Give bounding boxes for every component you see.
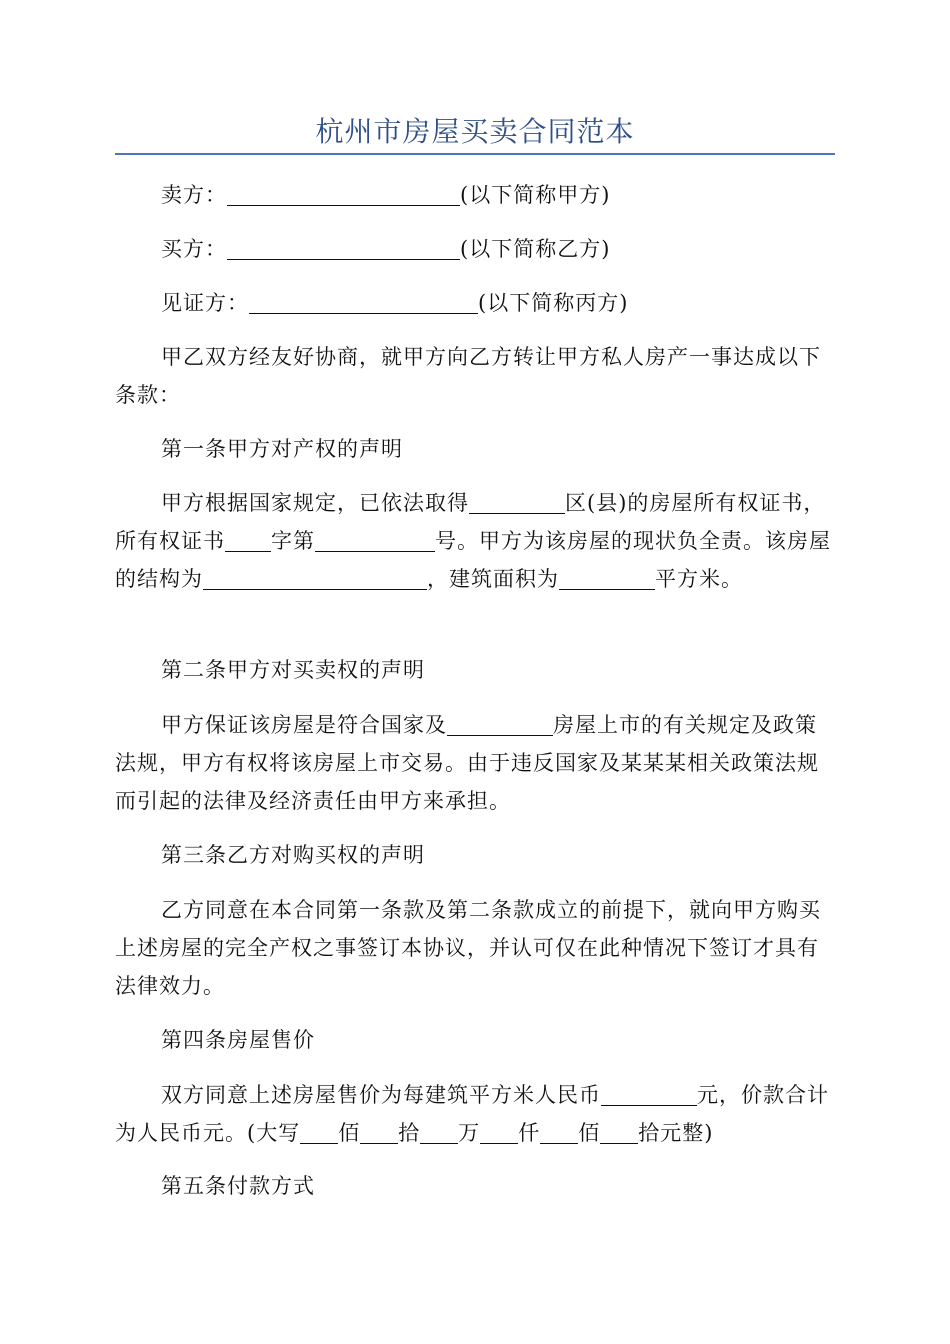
article4-unit-1: 佰 [338,1121,361,1145]
article4-unit-4: 仟 [518,1121,541,1145]
amount-blank-3 [420,1142,458,1144]
article3-title: 第三条乙方对购买权的声明 [161,843,425,867]
structure-blank [203,588,427,590]
article4-unit-5: 佰 [578,1121,601,1145]
certificate-word-blank [225,550,271,552]
article1-text-6: 平方米。 [655,567,743,591]
seller-label: 卖方： [161,183,227,207]
article4-unit-3: 万 [458,1121,481,1145]
seller-line [115,176,835,214]
article1-text-3: 字第 [271,529,315,553]
document-title: 杭州市房屋买卖合同范本 [315,115,635,148]
article1-text-1: 甲方根据国家规定，已依法取得 [161,491,469,515]
certificate-number-blank [315,550,435,552]
region-blank [447,734,553,736]
buyer-label: 买方： [161,237,227,261]
witness-label: 见证方： [161,291,249,315]
amount-blank-2 [360,1142,398,1144]
article1-text-5: ，建筑面积为 [427,567,559,591]
amount-blank-1 [300,1142,338,1144]
article1-paragraph [115,484,835,598]
article4-title: 第四条房屋售价 [161,1028,315,1052]
amount-blank-5 [540,1142,578,1144]
amount-blank-4 [480,1142,518,1144]
article4-unit-6: 拾元整) [638,1121,714,1145]
amount-blank-6 [600,1142,638,1144]
witness-line [115,284,835,322]
article4-unit-2: 拾 [398,1121,421,1145]
article4-text-1: 双方同意上述房屋售价为每建筑平方米人民币 [161,1083,601,1107]
district-blank [469,512,565,514]
article2-paragraph [115,706,835,820]
title-underline [115,153,835,155]
article1-text-2: 区(县)的房屋所有权证书，所有权证书 [115,491,826,553]
article2-title: 第二条甲方对买卖权的声明 [161,658,425,682]
article2-text-2: 房屋上市的有关规定及政策法规，甲方有权将该房屋上市交易。由于违反国家及某某某相关政策法规而引起的法律及经济责任由甲方来承担。 [115,713,819,813]
buyer-suffix: (以下简称乙方) [460,237,611,261]
article2-text-1: 甲方保证该房屋是符合国家及 [161,713,447,737]
seller-blank [227,204,460,206]
article5-title: 第五条付款方式 [161,1174,315,1198]
witness-suffix: (以下简称丙方) [478,291,629,315]
witness-blank [249,312,478,314]
article4-paragraph [115,1076,835,1152]
article3-paragraph: 乙方同意在本合同第一条款及第二条款成立的前提下，就向甲方购买上述房屋的完全产权之事签订本协议，并认可仅在此种情况下签订才具有法律效力。 [115,898,821,998]
article1-text-4: 号。甲方为该房屋的现状负全责。该房屋的结构为 [115,529,831,591]
area-blank [559,588,655,590]
article4-text-2: 元，价款合计为人民币元。(大写 [115,1083,829,1145]
article1-title: 第一条甲方对产权的声明 [161,437,403,461]
seller-suffix: (以下简称甲方) [460,183,611,207]
buyer-line [115,230,835,268]
intro-paragraph: 甲乙双方经友好协商，就甲方向乙方转让甲方私人房产一事达成以下条款： [115,345,821,407]
buyer-blank [227,258,460,260]
unit-price-blank [601,1104,697,1106]
